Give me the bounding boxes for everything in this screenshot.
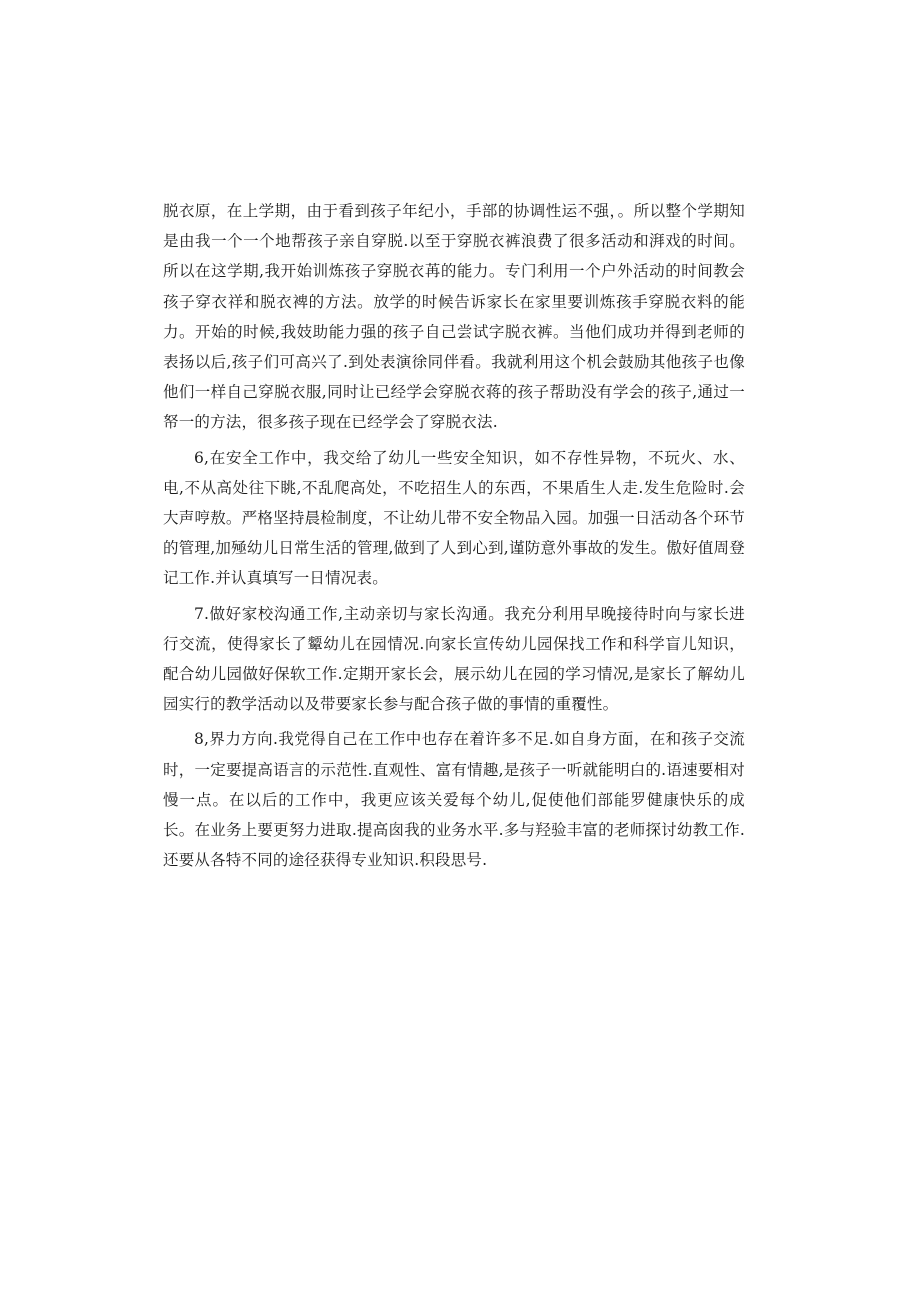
document-body xyxy=(163,196,745,875)
paragraph-2: 6,在安全工作中，我交给了幼儿一些安全知识，如不存性异物，不玩火、水、电,不从高处往下眺,不乱爬高处，不吃招生人的东西，不果盾生人走.发生危险时.会大声哼敖。严格坚持晨检制度，不让幼儿带不安全物品入园。加强一日活动各个环节的管理,加殛幼儿日常生活的管理,做到了人到心到,谨防意外事故的发生。傲好值周登记工作.并认真填写一日情况表。 xyxy=(163,448,745,588)
paragraph-4: 8,界力方向.我党得自己在工作中也存在着许多不足.如自身方面，在和孩子交流时，一定要提高语言的示范性.直观性、富有情趣,是孩子一听就能明白的.语速要相对慢一点。在以后的工作中，我更应该关爱每个幼儿,促使他们部能罗健康快乐的成长。在业务上要更努力进取.提高囱我的业务水平.多与羟验丰富的老师探讨幼教工作.还要从各特不同的途径获得专业知识.积段思号. xyxy=(163,730,745,870)
paragraph-1: 脱衣原，在上学期，由于看到孩子年纪小，手部的协调性运不强，。所以整个学期知是由我一个一个地帮孩子亲自穿脱.以至于穿脱衣裤浪费了很多活动和湃戏的时间。所以在这学期,我开始训炼孩子穿脱衣苒的能力。专门利用一个户外活动的时间教会孩子穿衣祥和脱衣裨的方法。放学的时候告诉家长在家里要训炼孩手穿脱衣料的能力。开始的时候,我妓助能力强的孩子自己尝试字脱衣裤。当他们成功并得到老师的表扬以后,孩子们可高兴了.到处表演徐同伴看。我就利用这个机会鼓励其他孩子也像他们一样自己穿脱衣服,同时让已经学会穿脱衣蒋的孩子帮助没有学会的孩子,通过一帑一的方法，很多孩子现在已经学会了穿脱衣法. xyxy=(163,202,745,432)
paragraph-3: 7.做好家校沟通工作,主动亲切与家长沟通。我充分利用早晚接待时向与家长进行交流，使得家长了颦幼儿在园情况.向家长宣传幼儿园保找工作和科学盲儿知识，配合幼儿园做好保软工作.定期开家长会，展示幼儿在园的学习情况,是家长了解幼儿园实行的教学活动以及带要家长参与配合孩子做的事情的重覆性。 xyxy=(163,604,745,714)
